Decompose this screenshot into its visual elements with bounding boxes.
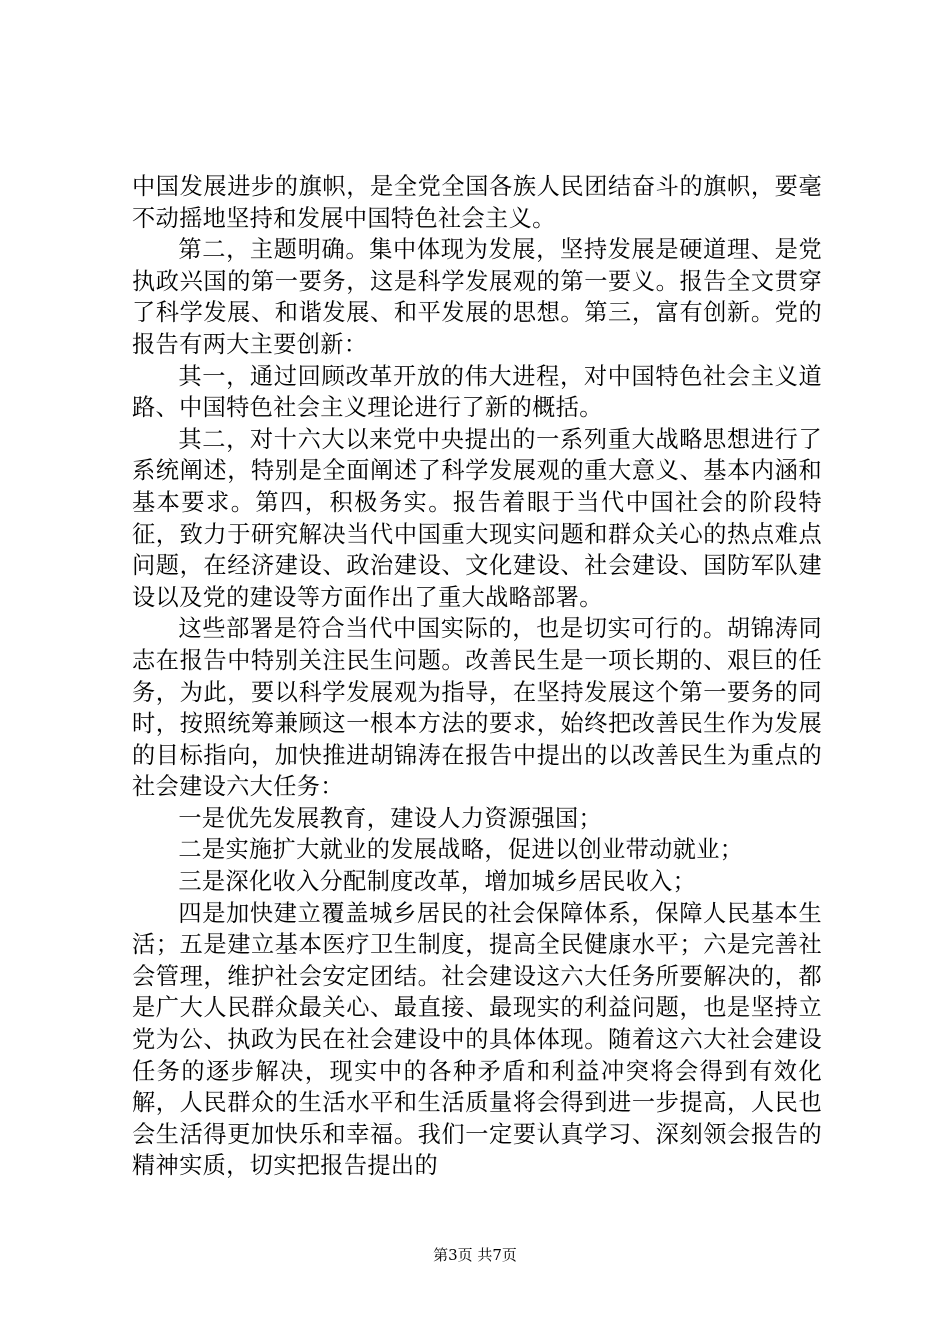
paragraph: 其一，通过回顾改革开放的伟大进程，对中国特色社会主义道路、中国特色社会主义理论进行了新的概括。	[132, 362, 822, 422]
list-item: 二是实施扩大就业的发展战略，促进以创业带动就业；	[178, 836, 744, 864]
paragraph: 这些部署是符合当代中国实际的，也是切实可行的。胡锦涛同志在报告中特别关注民生问题。改善民生是一项长期的、艰巨的任务，为此，要以科学发展观为指导，在坚持发展这个第一要务的同时，按照统筹兼顾这一根本方法的要求，始终把改善民生作为发展的目标指向，加快推进胡锦涛在报告中提出的以改善民生为重点的社会建设六大任务：	[132, 615, 822, 801]
paragraph: 其二，对十六大以来党中央提出的一系列重大战略思想进行了系统阐述，特别是全面阐述了科学发展观的重大意义、基本内涵和基本要求。第四，积极务实。报告着眼于当代中国社会的阶段特征，致力于研究解决当代中国重大现实问题和群众关心的热点难点问题，在经济建设、政治建设、文化建设、社会建设、国防军队建设以及党的建设等方面作出了重大战略部署。	[132, 425, 822, 611]
list-item: 三是深化收入分配制度改革，增加城乡居民收入；	[178, 868, 697, 896]
paragraph: 中国发展进步的旗帜，是全党全国各族人民团结奋斗的旗帜，要毫不动摇地坚持和发展中国特色社会主义。	[132, 173, 822, 232]
list-item: 一是优先发展教育，建设人力资源强国；	[178, 804, 603, 832]
body-text	[132, 171, 822, 1182]
paragraph: 第二，主题明确。集中体现为发展，坚持发展是硬道理、是党执政兴国的第一要务，这是科学发展观的第一要义。报告全文贯穿了科学发展、和谐发展、和平发展的思想。第三，富有创新。党的报告有两大主要创新：	[132, 236, 822, 358]
paragraph: 四是加快建立覆盖城乡居民的社会保障体系，保障人民基本生活；五是建立基本医疗卫生制度，提高全民健康水平；六是完善社会管理，维护社会安定团结。社会建设这六大任务所要解决的，都是广大人民群众最关心、最直接、最现实的利益问题，也是坚持立党为公、执政为民在社会建设中的具体体现。随着这六大社会建设任务的逐步解决，现实中的各种矛盾和利益冲突将会得到有效化解，人民群众的生活水平和生活质量将会得到进一步提高，人民也会生活得更加快乐和幸福。我们一定要认真学习、深刻领会报告的精神实质，切实把报告提出的	[132, 899, 822, 1180]
page-footer: 第3页 共7页	[433, 1246, 517, 1264]
